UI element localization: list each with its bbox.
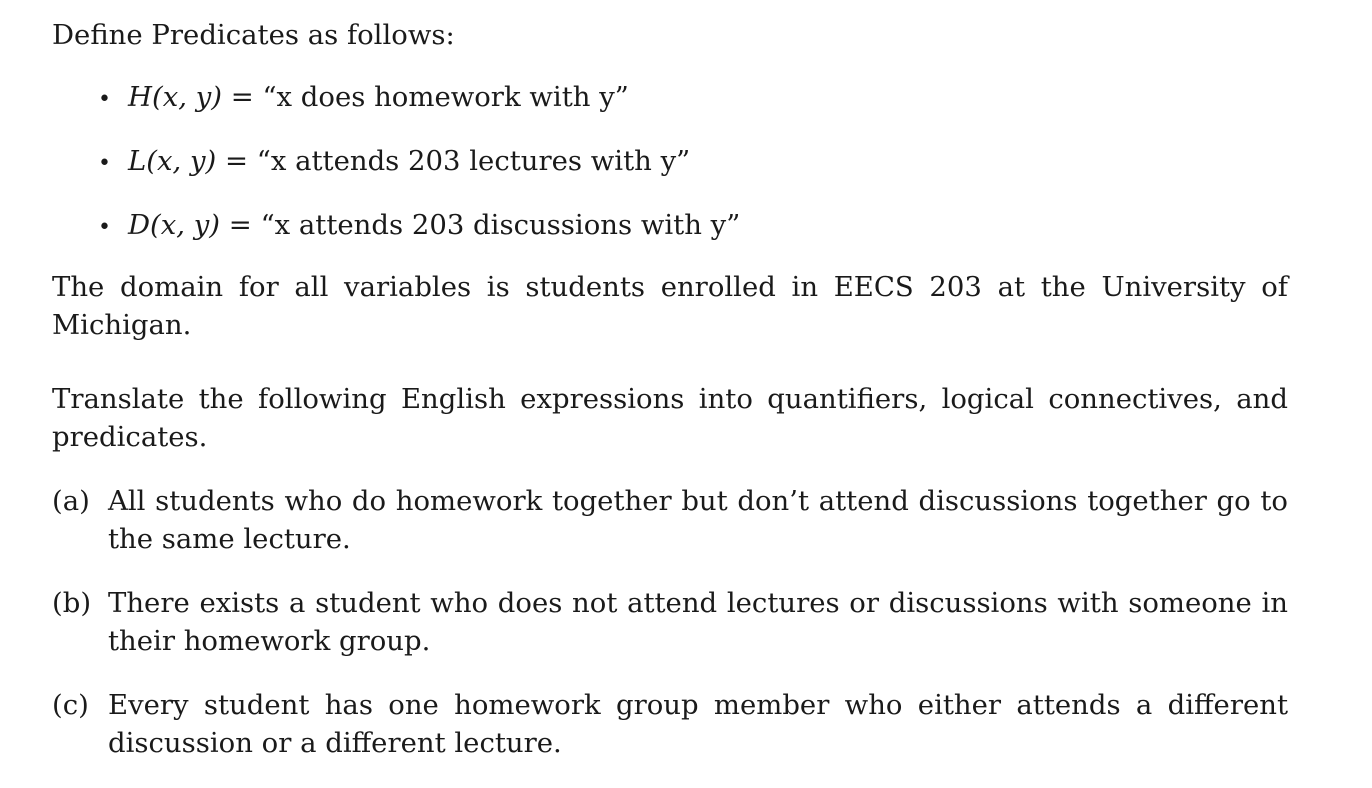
domain-statement: The domain for all variables is students enrolled in EECS 203 at the University of Michigan. xyxy=(52,271,1288,341)
predicate-symbol: L(x, y) xyxy=(128,145,217,177)
bullet-icon: • xyxy=(98,87,111,112)
document-page xyxy=(52,16,1288,788)
predicate-item-d xyxy=(52,206,1288,270)
predicate-symbol: H(x, y) xyxy=(128,81,222,113)
exercise-item-b xyxy=(52,584,1288,660)
item-text: There exists a student who does not attend lectures or discussions with someone in their homework group. xyxy=(108,587,1288,657)
exercise-item-a xyxy=(52,482,1288,558)
equals-sign: = xyxy=(220,209,261,241)
predicate-definition: “x attends 203 discussions with y” xyxy=(260,209,741,241)
predicate-item-h xyxy=(52,78,1288,142)
predicate-item-l xyxy=(52,142,1288,206)
section-heading: Define Predicates as follows: xyxy=(52,19,455,51)
item-label: (c) xyxy=(52,689,89,721)
bullet-icon: • xyxy=(98,151,111,176)
predicate-definition: “x does homework with y” xyxy=(262,81,629,113)
exercise-list xyxy=(52,482,1288,762)
predicate-definition: “x attends 203 lectures with y” xyxy=(256,145,691,177)
equals-sign: = xyxy=(216,145,257,177)
item-label: (a) xyxy=(52,485,90,517)
equals-sign: = xyxy=(221,81,263,113)
predicate-list xyxy=(52,78,1288,270)
item-label: (b) xyxy=(52,587,92,619)
item-text: Every student has one homework group member who either attends a different discussion or a different lecture. xyxy=(108,689,1288,759)
exercise-item-c xyxy=(52,686,1288,762)
item-text: All students who do homework together but don’t attend discussions together go to the same lecture. xyxy=(108,485,1288,555)
predicate-symbol: D(x, y) xyxy=(128,209,221,241)
bullet-icon: • xyxy=(98,215,111,240)
instruction-paragraph: Translate the following English expressions into quantifiers, logical connectives, and predicates. xyxy=(52,383,1288,453)
